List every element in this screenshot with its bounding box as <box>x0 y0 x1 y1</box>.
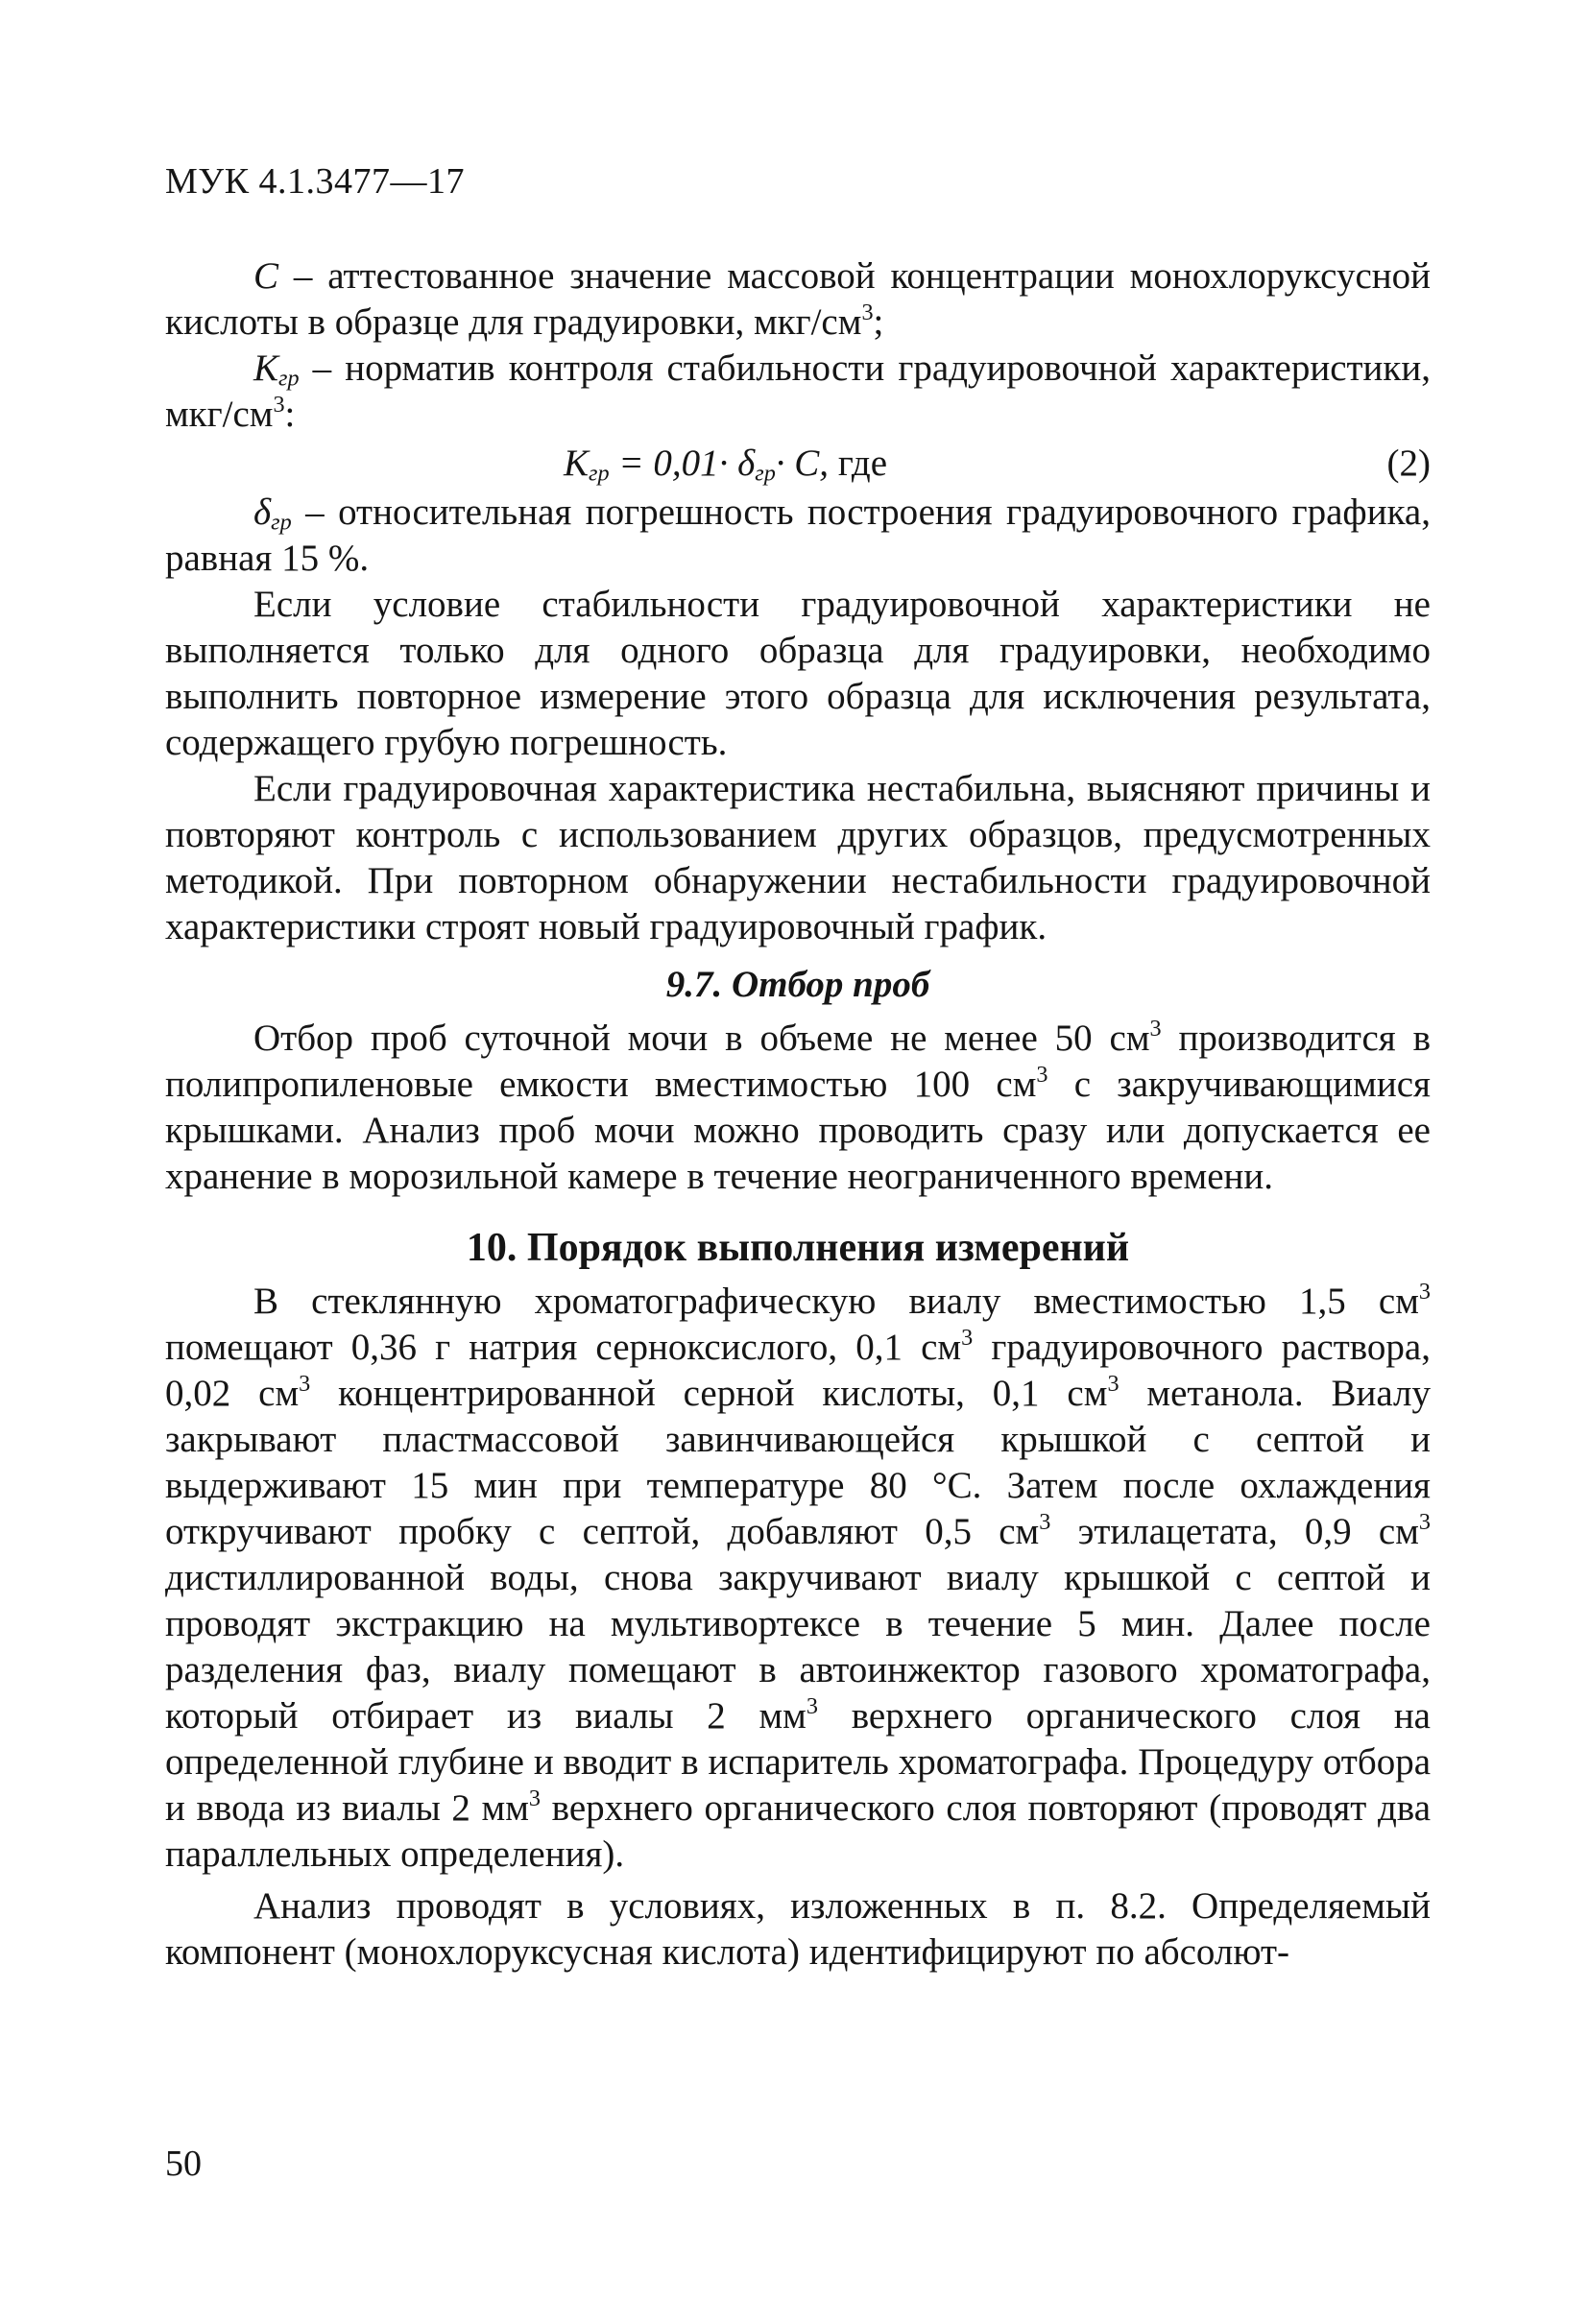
subsection-heading-9-7: 9.7. Отбор проб <box>665 964 930 1005</box>
symbol-k: K <box>253 347 279 389</box>
running-header: МУК 4.1.3477—17 <box>165 161 466 202</box>
formula-number: (2) <box>1386 443 1431 484</box>
section-heading-10: 10. Порядок выполнения измерений <box>466 1226 1130 1270</box>
definition-c: C – аттестованное значение массовой концентрации монохлоруксусной кислоты в образце для градуировки, мкг/$см^3$; <box>165 255 1431 343</box>
paragraph-analysis: Анализ проводят в условиях, изложенных в п. 8.2. Определяемый компонент (монохлоруксусная кислота) идентифицируют по абсолют- <box>165 1885 1431 1973</box>
page-number: 50 <box>165 2144 202 2184</box>
definition-k: $K_{гр}$ – норматив контроля стабильности градуировочной характеристики, мкг/$см^3$: <box>165 347 1431 435</box>
paragraph-sampling: Отбор проб суточной мочи в объеме не менее 50 $см^3$ производится в полипропиленовые емкости вместимостью 100 $см^3$ с закручивающимися крышками. Анализ проб мочи можно проводить сразу или допускается ее хранение в морозильной камере в течение неограниченного времени. <box>165 1016 1431 1197</box>
paragraph-stability-2: Если градуировочная характеристика нестабильна, выясняют причины и повторяют контроль с использованием других образцов, предусмотренных методикой. При повторном обнаружении нестабильности градуировочной характеристики строят новый градуировочный график. <box>165 768 1431 947</box>
symbol-c: C <box>253 255 279 297</box>
paragraph-procedure: В стеклянную хроматографическую виалу вместимостью 1,5 $см^3$ помещают 0,36 г натрия серноксислого, 0,1 $см^3$ градуировочного раствора, 0,02 $см^3$ концентрированной серной кислоты, 0,1 $см^3$ метанола. Виалу закрывают пластмассовой завинчивающейся крышкой с септой и выдерживают 15 мин при температуре 80 °С. Затем после охлаждения откручивают пробку с септой, добавляют 0,5 $см^3$ этилацетата, 0,9 $см^3$ дистиллированной воды, снова закручивают виалу крышкой с септой и проводят экстракцию на мультивортексе в течение 5 мин. Далее после разделения фаз, виалу помещают в автоинжектор газового хроматографа, который отбирает из виалы 2 $мм^3$ верхнего органического слоя на определенной глубине и вводит в испаритель хроматографа. Процедуру отбора и ввода из виалы 2 $мм^3$ верхнего органического слоя повторяют (проводят два параллельных определения). <box>165 1279 1432 1875</box>
formula-2 <box>165 441 1431 487</box>
formula-expression: $K_{гр} = 0,01\cdot \delta_{гр}\cdot C$, где <box>564 443 888 487</box>
paragraph-stability-1: Если условие стабильности градуировочной характеристики не выполняется только для одного образца для градуировки, необходимо выполнить повторное измерение этого образца для исключения результата, содержащего грубую погрешность. <box>165 584 1431 763</box>
definition-delta: $\delta_{гр}$ – относительная погрешность построения градуировочного графика, равная 15 %. <box>165 491 1431 579</box>
page-body <box>165 253 1431 1976</box>
